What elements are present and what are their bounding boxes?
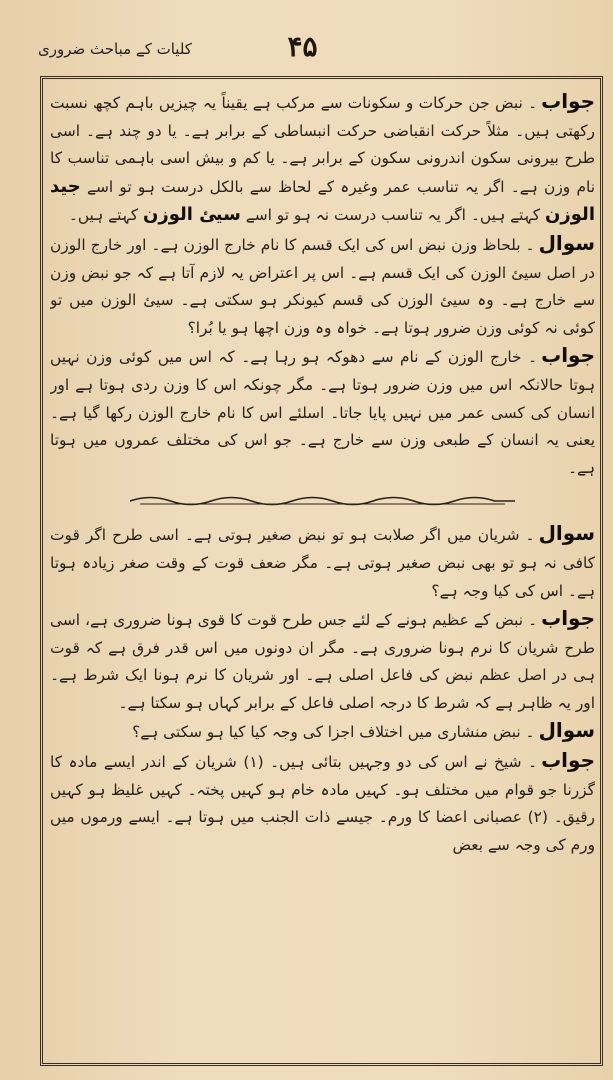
paragraph-question-3 bbox=[50, 717, 595, 747]
paragraph-answer-3 bbox=[50, 605, 595, 717]
answer-label: جواب bbox=[541, 89, 595, 113]
paragraph-text: ۔ خارج الوزن کے نام سے دھوکہ ہو رہا ہے۔ کہ اس میں کوئی وزن نہیں ہوتا حالانکہ اس میں وزن ضرور ہوتا ہے۔ مگر چونکہ اس کا وزن ردی ہوتا ہے اور انسان کی کسی عمر میں نہیں پایا جاتا۔ اسلئے اس کا نام خارج الوزن رکھا گیا ہے۔ یعنی یہ انسان کے طبعی وزن سے خارج ہے۔ جو اس کی مختلف عمروں میں ہوتا ہے۔ bbox=[50, 348, 595, 477]
paragraph-text: ۔ نبض کے عظیم ہونے کے لئے جس طرح قوت کا قوی ہونا ضروری ہے، اسی طرح شریان کا نرم ہونا ضروری ہے۔ مگر ان دونوں میں اس قدر فرق ہے کہ قوت ہی در اصل عظم نبض کی فاعل اصلی ہے۔ اور شریان کا نرم ہونا ایک شرط ہے۔ اور یہ ظاہر ہے کہ شرط کا درجہ اصلی فاعل کے برابر کہاں ہو سکتا ہے۔ bbox=[50, 611, 595, 712]
paragraph-text: ۔ بلحاظ وزن نبض اس کی ایک قسم کا نام خارج الوزن ہے۔ اور خارج الوزن در اصل سیئ الوزن کی ایک قسم ہے۔ اس پر اعتراض یہ لازم آتا ہے کہ جو نبض وزن سے خارج ہے۔ وہ سیئ الوزن کی قسم کیونکر ہو سکتی ہے۔ سیئ الوزن میں تو کوئی نہ کوئی وزن ضرور ہوتا ہے۔ خواہ وہ وزن اچھا ہو یا بُرا؟ bbox=[50, 235, 595, 337]
running-head: کلیات کے مباحث ضروری bbox=[38, 40, 192, 58]
divider-ornament bbox=[130, 492, 515, 510]
question-label: سوال bbox=[538, 521, 595, 546]
term-sayyi-al-wazn: سیئ الوزن bbox=[143, 204, 241, 226]
question-label: سوال bbox=[538, 230, 595, 255]
paragraph-text: ۔ شریان میں اگر صلابت ہو تو نبض صغیر ہوتی ہے۔ اسی طرح اگر قوت کافی نہ ہو تو بھی نبض صغیر ہوتی ہے۔ مگر ضعف قوت کے وقت صغر زیادہ ہوتا ہے۔ اس کی کیا وجہ ہے؟ bbox=[50, 526, 595, 600]
answer-label: جواب bbox=[541, 748, 595, 773]
page-header bbox=[20, 28, 585, 70]
paragraph-text: ۔ شیخ نے اس کی دو وجہیں بتائی ہیں۔ (۱) شریان کے اندر ایسے مادہ کا گزرنا جو قوام میں مختلف ہو۔ کہیں مادہ خام ہو کہیں پختہ۔ کہیں غلیظ ہو کہیں رقیق۔ (۲) عصبانی اعضا کا ورم۔ جیسے ذات الجنب میں ہوتا ہے۔ ایسے ورموں میں ورم کی وجہ سے بعض bbox=[50, 753, 595, 854]
paragraph-question-2 bbox=[50, 520, 595, 605]
question-label: سوال bbox=[538, 718, 595, 743]
paragraph-text: کہتے ہیں۔ اگر یہ تناسب درست نہ ہو تو اسے bbox=[245, 206, 541, 225]
paragraph-text: ۔ نبض منشاری میں اختلاف اجزا کی وجہ کیا کیا ہو سکتی ہے؟ bbox=[132, 723, 535, 742]
ornamental-divider bbox=[130, 492, 515, 510]
paragraph-answer-1 bbox=[50, 88, 595, 230]
paragraph-answer-2 bbox=[50, 342, 595, 482]
paragraph-question-1 bbox=[50, 230, 595, 342]
page-content bbox=[50, 88, 595, 1058]
page-number: ۴۵ bbox=[287, 30, 318, 63]
paragraph-answer-4 bbox=[50, 747, 595, 859]
paragraph-text: ۔ نبض جن حرکات و سکونات سے مرکب ہے یقیناً یہ چیزیں باہم کچھ نسبت رکھتی ہیں۔ مثلاً حرکت انقباضی حرکت انبساطی کے برابر ہے۔ یا دو چند ہے۔ اسی طرح بیرونی سکون اندرونی سکون کے برابر ہے۔ یا کم و بیش اسی باہمی تناسب کا نام وزن ہے۔ اگر یہ تناسب عمر وغیرہ کے لحاظ سے بالکل درست ہو تو اسے bbox=[50, 94, 595, 196]
paragraph-text: کہتے ہیں۔ bbox=[68, 206, 139, 225]
term-jayyid-al-wazn: جید الوزن bbox=[50, 175, 595, 226]
answer-label: جواب bbox=[541, 606, 595, 631]
answer-label: جواب bbox=[541, 343, 595, 368]
